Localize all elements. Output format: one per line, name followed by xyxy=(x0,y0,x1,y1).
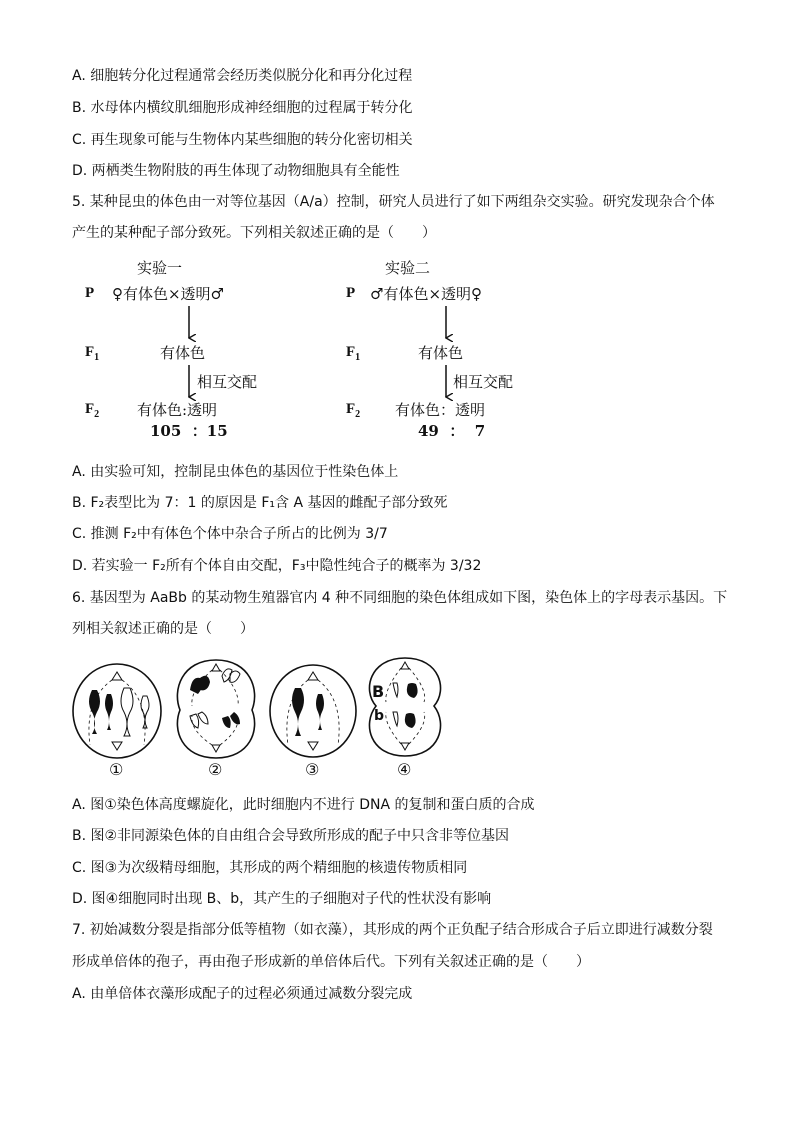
exp2-f2-sub: 2 xyxy=(355,409,361,420)
exp1-title: 实验一 xyxy=(137,259,183,277)
q5-option-c: C. 推测 F₂中有体色个体中杂合子所占的比例为 3/7 xyxy=(72,526,388,542)
q6-option-a: A. 图①染色体高度螺旋化，此时细胞内不进行 DNA 的复制和蛋白质的合成 xyxy=(72,797,535,813)
q7-stem-line-1: 7. 初始减数分裂是指部分低等植物（如衣藻），其形成的两个正负配子结合形成合子后立即进行减数分裂 xyxy=(72,922,713,938)
q5-stem-line-1: 5. 某种昆虫的体色由一对等位基因（A/a）控制，研究人员进行了如下两组杂交实验。研究发现杂合个体 xyxy=(72,194,715,210)
q7-stem-line-2: 形成单倍体的孢子，再由孢子形成新的单倍体后代。下列有关叙述正确的是（ ） xyxy=(72,954,590,970)
exp1-p-cross: ♀有体色×透明♂ xyxy=(112,285,224,303)
q6-stem-line-2: 列相关叙述正确的是（ ） xyxy=(72,621,254,637)
cell-4 xyxy=(369,658,440,756)
cell-label-2: ② xyxy=(208,760,223,779)
cell-3 xyxy=(270,665,356,757)
q5-option-b: B. F₂表型比为 7：1 的原因是 F₁含 A 基因的雌配子部分致死 xyxy=(72,495,448,511)
exp1-f2-ratio: 105 ：15 xyxy=(150,422,228,440)
q6-option-b: B. 图②非同源染色体的自由组合会导致所形成的配子中只含非等位基因 xyxy=(72,828,510,844)
q4-option-c: C. 再生现象可能与生物体内某些细胞的转分化密切相关 xyxy=(72,132,413,148)
exp1-f2-sub: 2 xyxy=(94,409,100,420)
exp1-f2-phenotypes: 有体色:透明 xyxy=(137,401,218,419)
gene-label-b-upper: B xyxy=(372,682,385,701)
cell-label-1: ① xyxy=(109,760,124,779)
q4-option-d: D. 两栖类生物附肢的再生体现了动物细胞具有全能性 xyxy=(72,163,400,179)
gene-label-b-lower: b xyxy=(374,708,385,724)
q7-option-a: A. 由单倍体衣藻形成配子的过程必须通过减数分裂完成 xyxy=(72,986,413,1002)
cell-label-3: ③ xyxy=(305,760,320,779)
q5-option-d: D. 若实验一 F₂所有个体自由交配，F₃中隐性纯合子的概率为 3/32 xyxy=(72,558,482,574)
cell-2 xyxy=(177,660,254,758)
q6-stem-line-1: 6. 基因型为 AaBb 的某动物生殖器官内 4 种不同细胞的染色体组成如下图，染色体上的字母表示基因。下 xyxy=(72,590,728,606)
exp2-title: 实验二 xyxy=(385,259,431,277)
exp2-p-label: P xyxy=(346,285,356,301)
q6-option-d: D. 图④细胞同时出现 B、b，其产生的子细胞对子代的性状没有影响 xyxy=(72,891,492,907)
q4-option-b: B. 水母体内横纹肌细胞形成神经细胞的过程属于转分化 xyxy=(72,100,413,116)
q5-stem-line-2: 产生的某种配子部分致死。下列相关叙述正确的是（ ） xyxy=(72,225,436,241)
q6-option-c: C. 图③为次级精母细胞，其形成的两个精细胞的核遗传物质相同 xyxy=(72,860,468,876)
exp1-f2-label: $F_2$ xyxy=(85,401,100,420)
exp2-f2-ratio: 49 ： 7 xyxy=(418,422,486,440)
q4-option-a: A. 细胞转分化过程通常会经历类似脱分化和再分化过程 xyxy=(72,68,413,84)
exp2-f1-sub: 1 xyxy=(355,352,361,363)
exp2-f1-label: $F_1$ xyxy=(346,344,361,363)
exp1-f1-phenotype: 有体色 xyxy=(160,344,206,362)
exp2-mating: 相互交配 xyxy=(453,373,514,391)
q5-option-a: A. 由实验可知，控制昆虫体色的基因位于性染色体上 xyxy=(72,464,399,480)
exp2-f2-label: $F_2$ xyxy=(346,401,361,420)
exp2-f1-phenotype: 有体色 xyxy=(418,344,464,362)
cell-label-4: ④ xyxy=(397,760,412,779)
exp2-f2-phenotypes: 有体色：透明 xyxy=(395,401,486,419)
exp2-p-cross: ♂有体色×透明♀ xyxy=(370,285,482,303)
exp1-mating: 相互交配 xyxy=(197,373,258,391)
cell-1 xyxy=(73,664,161,758)
exp1-p-label: P xyxy=(85,285,95,301)
exp1-f1-label: $F_1$ xyxy=(85,344,100,363)
exp1-f1-sub: 1 xyxy=(94,352,100,363)
